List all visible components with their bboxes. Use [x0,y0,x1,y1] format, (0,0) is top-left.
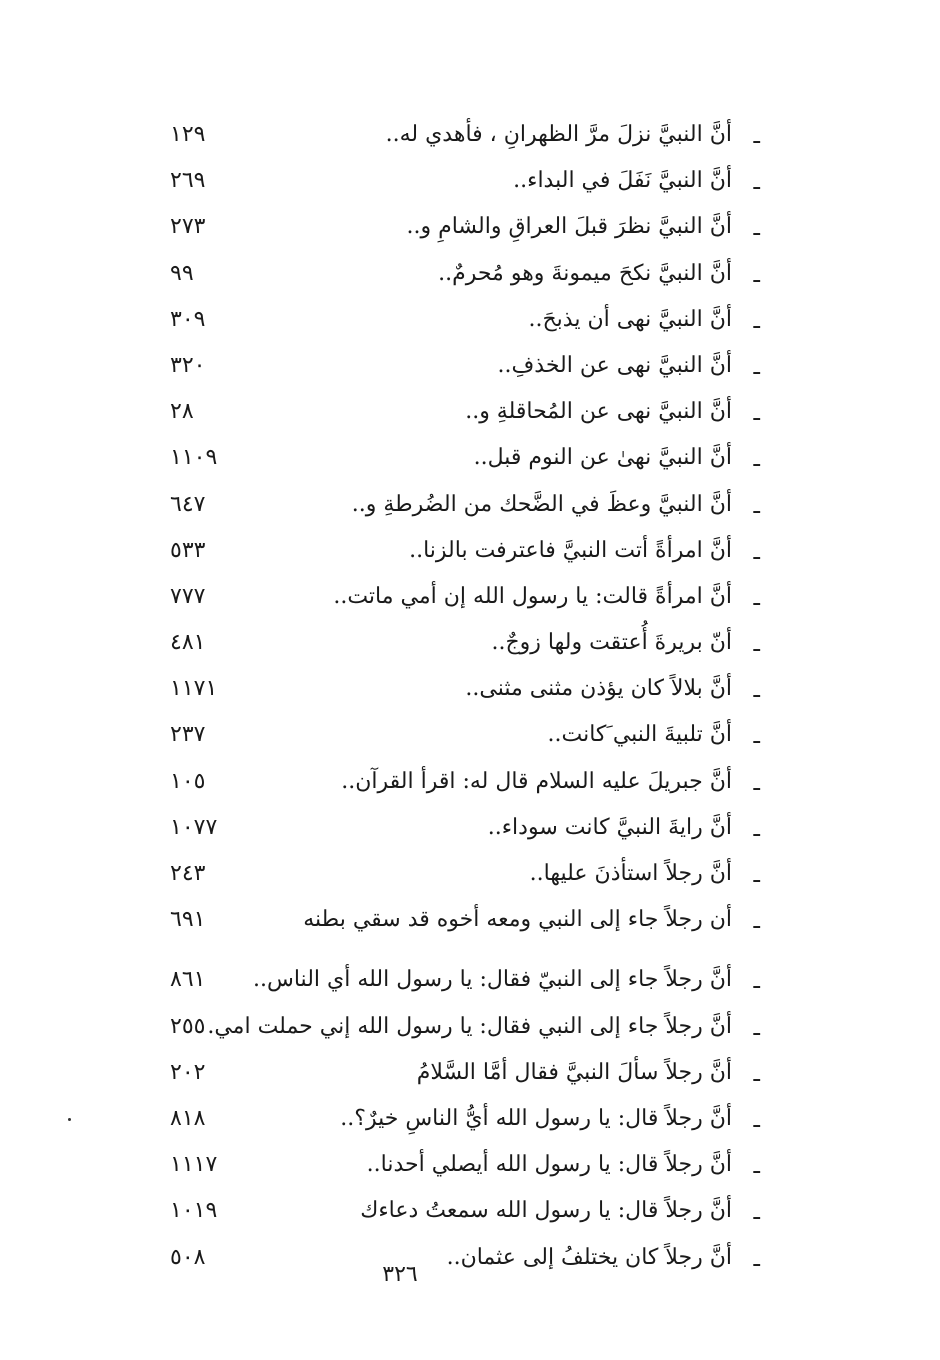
entry-page-number: ٢٣٧ [170,722,206,748]
index-entry [150,1046,760,1092]
entry-dash: ـ [753,1107,760,1133]
entry-dash: ـ [753,216,760,242]
scan-speck-mark [68,1118,71,1121]
entry-page-number: ٢٥٥ [170,1013,206,1039]
entry-page-number: ٩٩ [170,260,194,286]
hadith-index-list [150,108,760,1277]
index-entry [150,1000,760,1046]
index-entry [150,1092,760,1138]
entry-page-number: ١٠١٩ [170,1198,218,1224]
index-entry [150,108,760,154]
entry-dash: ـ [753,1154,760,1180]
entry-dash: ـ [753,493,760,519]
entry-page-number: ٦٤٧ [170,491,206,517]
entry-dash: ـ [753,262,760,288]
entry-page-number: ١١١٧ [170,1152,218,1178]
entry-page-number: ٨١٨ [170,1105,206,1131]
entry-dash: ـ [753,969,760,995]
entry-text: أنَّ رجلاً قال: يا رسول الله أيُّ الناسِ خيرٌ؟.. [340,1105,732,1131]
entry-text: أنّ بريرةَ أُعتقت ولها زوجٌ.. [491,630,732,656]
entry-text: أنَّ النبيَّ نهىٰ عن النوم قبل.. [473,445,732,471]
entry-dash: ـ [753,354,760,380]
entry-page-number: ٥٠٨ [170,1244,206,1270]
entry-page-number: ٢٤٣ [170,861,206,886]
entry-page-number: ٣٠٩ [170,306,206,332]
entry-text: أنَّ النبيَّ نهى عن الخذفِ.. [497,352,732,378]
entry-dash: ـ [753,1246,760,1272]
entry-dash: ـ [753,401,760,427]
entry-text: أنَّ رجلاً استأذنَ عليها.. [529,861,732,886]
index-entry [150,708,760,754]
entry-text: أنَّ رجلاً قال: يا رسول الله سمعتُ دعاءك [360,1198,732,1224]
entry-text: أنَّ رجلاً قال: يا رسول الله أيصلي أحدنا.. [366,1152,732,1178]
index-entry [150,1184,760,1230]
entry-dash: ـ [753,308,760,334]
index-entry [150,431,760,477]
entry-page-number: ٦٩١ [170,907,206,933]
entry-dash: ـ [753,863,760,888]
entry-dash: ـ [753,909,760,935]
entry-page-number: ١٠٥ [170,768,206,794]
entry-text: أنَّ النبيَّ نهى عن المُحاقلةِ و.. [465,399,732,425]
entry-dash: ـ [753,447,760,473]
entry-dash: ـ [753,1200,760,1226]
entry-page-number: ٤٨١ [170,630,206,656]
entry-page-number: ٢٠٢ [170,1059,206,1085]
index-entry [150,801,760,847]
index-entry [150,662,760,708]
entry-text: أنَّ النبيَّ نكحَ ميمونةَ وهو مُحرمٌ.. [438,260,732,286]
entry-text: أنَّ بلالاً كان يؤذن مثنى مثنى.. [465,676,732,702]
index-entry [150,570,760,616]
entry-dash: ـ [753,170,760,196]
index-entry [150,293,760,339]
entry-page-number: ١٢٩ [170,122,206,147]
entry-dash: ـ [753,770,760,796]
entry-text: أنَّ النبيَّ نظرَ قبلَ العراقِ والشامِ و.. [406,214,732,240]
entry-dash: ـ [753,724,760,750]
index-entry [150,478,760,524]
index-entry [150,247,760,293]
index-entry [150,339,760,385]
index-entry [150,385,760,431]
entry-page-number: ١١٠٩ [170,445,218,471]
entry-page-number: ٢٦٩ [170,168,206,194]
entry-text: أنَّ امرأةً أتت النبيَّ فاعترفت بالزنا.. [409,537,732,563]
index-entry [150,847,760,893]
entry-page-number: ١١٧١ [170,676,218,702]
entry-text: أن رجلاً جاء إلى النبي ومعه أخوه قد سقي بطنه [303,907,732,933]
index-entry [150,524,760,570]
entry-text: أنَّ رجلاً سألَ النبيَّ فقال أمَّا السَّلامُ [416,1059,732,1085]
entry-dash: ـ [753,816,760,842]
entry-page-number: ٧٧٧ [170,583,206,609]
entry-dash: ـ [753,678,760,704]
index-entry [150,893,760,939]
entry-text: أنَّ النبيَّ وعظَ في الضَّحك من الضُرطةِ و.. [351,491,732,517]
entry-dash: ـ [753,1015,760,1041]
index-entry [150,154,760,200]
index-entry [150,1138,760,1184]
index-entry [150,953,760,999]
entry-text: أنَّ النبيَّ نزلَ مرَّ الظهرانِ ، فأهدي له.. [385,122,732,147]
entry-text: أنَّ تلبيةَ النبي َكانت.. [547,722,732,748]
entry-dash: ـ [753,124,760,149]
entry-page-number: ٢٨ [170,399,194,425]
page-number: ٣٢٦ [382,1262,418,1287]
entry-page-number: ٣٢٠ [170,352,206,378]
index-entry [150,755,760,801]
entry-text: أنَّ رجلاً جاء إلى النبيّ فقال: يا رسول الله أي الناس.. [253,967,732,993]
entry-page-number: ٢٧٣ [170,214,206,240]
entry-page-number: ١٠٧٧ [170,814,218,840]
index-entry [150,616,760,662]
entry-text: أنَّ النبيَّ نَفَلَ في البداء.. [513,168,732,194]
entry-dash: ـ [753,1061,760,1087]
entry-dash: ـ [753,585,760,611]
entry-text: أنَّ النبيَّ نهى أن يذبحَ.. [528,306,732,332]
entry-text: أنَّ جبريلَ عليه السلام قال له: اقرأ القرآن.. [341,768,732,794]
entry-page-number: ٥٣٣ [170,537,206,563]
entry-text: أنَّ امرأةً قالت: يا رسول الله إن أمي ماتت.. [333,583,732,609]
entry-page-number: ٨٦١ [170,967,206,993]
entry-text: أنَّ رايةَ النبيَّ كانت سوداء.. [487,814,732,840]
entry-text: أنَّ رجلاً كان يختلفُ إلى عثمان.. [446,1244,732,1270]
index-entry [150,200,760,246]
entry-dash: ـ [753,539,760,565]
entry-dash: ـ [753,632,760,658]
entry-text: أنَّ رجلاً جاء إلى النبي فقال: يا رسول الله إني حملت امي. [207,1013,732,1039]
